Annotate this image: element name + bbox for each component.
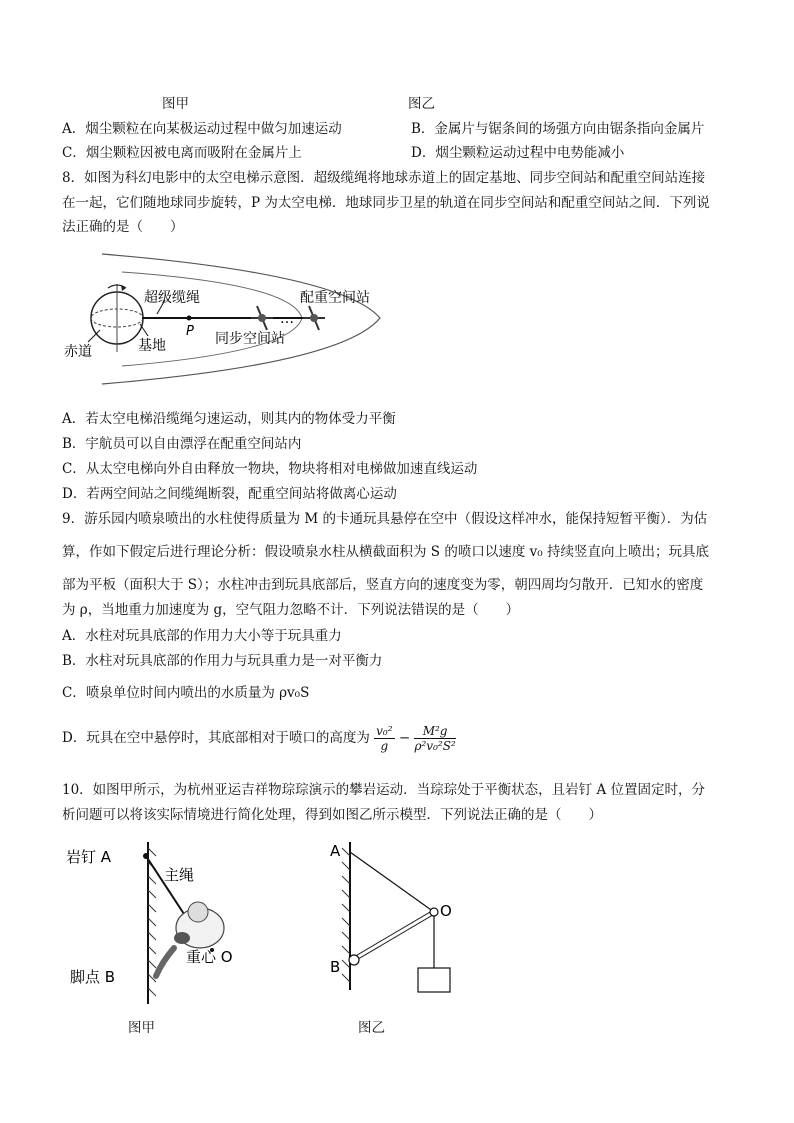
q9-option-d-frac2: $\frac{\text{M²g}}{\text{ρ²v₀²S²}}$ <box>414 724 456 753</box>
q9-option-d <box>62 724 456 753</box>
q8-stem-line-1: 8．如图为科幻电影中的太空电梯示意图．超级缆绳将地球赤道上的固定基地、同步空间站和配重空间站连接 <box>62 170 706 186</box>
q8-option-b: B．宇航员可以自由漂浮在配重空间站内 <box>62 436 302 452</box>
q9-stem-line-3: 部为平板（面积大于 S）；水柱冲击到玩具底部后，竖直方向的速度变为零，朝四周均匀散开．已知水的密度 <box>62 577 704 593</box>
label-counterweight: 配重空间站 <box>300 290 370 306</box>
q8-stem-line-3: 法正确的是（ ） <box>62 219 184 235</box>
q9-option-d-prefix: D．玩具在空中悬停时，其底部相对于喷口的高度为 <box>62 730 370 746</box>
label-base: 基地 <box>138 338 166 354</box>
label-cog: 重心 O <box>186 948 233 966</box>
caption-fig-yi: 图乙 <box>358 1020 385 1036</box>
label-p: P <box>186 324 194 339</box>
model-figure-yi <box>320 836 480 996</box>
q7-option-d: D．烟尘颗粒运动过程中电势能减小 <box>411 145 625 161</box>
q9-stem-line-2: 算，作如下假定后进行理论分析：假设喷泉水柱从横截面积为 S 的喷口以速度 v₀ 持续竖直向上喷出；玩具底 <box>62 544 709 560</box>
q9-option-d-minus: − <box>398 730 411 746</box>
q7-option-a: A．烟尘颗粒在向某极运动过程中做匀加速运动 <box>62 121 342 137</box>
q9-option-d-frac1: $\frac{\text{v₀²}}{g}$ <box>376 724 393 753</box>
caption-fig-jia-top: 图甲 <box>162 96 189 112</box>
q7-option-b: B．金属片与锯条间的场强方向由锯条指向金属片 <box>411 121 705 137</box>
main-rope-line <box>146 856 184 914</box>
label-dots: … <box>280 311 294 327</box>
label-o: O <box>440 902 452 920</box>
counterweight-station-icon <box>303 306 325 330</box>
caption-fig-jia: 图甲 <box>128 1020 155 1036</box>
space-elevator-figure <box>62 244 402 396</box>
elevator-p-dot <box>187 316 192 321</box>
q10-stem-line-2: 析问题可以将该实际情境进行简化处理，得到如图乙所示模型．下列说法正确的是（ ） <box>62 807 602 823</box>
hanging-block <box>418 968 450 992</box>
label-a: A <box>330 842 341 860</box>
q7-option-c: C．烟尘颗粒因被电离而吸附在金属片上 <box>62 145 302 161</box>
q8-stem-line-2: 在一起，它们随地球同步旋转，P 为太空电梯．地球同步卫星的轨道在同步空间站和配重空间站之间．下列说 <box>62 195 710 211</box>
caption-fig-yi-top: 图乙 <box>408 96 435 112</box>
hinge-b-icon <box>349 955 359 965</box>
q9-option-b: B．水柱对玩具底部的作用力与玩具重力是一对平衡力 <box>62 653 383 669</box>
q9-stem-line-1: 9．游乐园内喷泉喷出的水柱使得质量为 M 的卡通玩具悬停在空中（假设这样冲水，能保持短暂平衡）．为估 <box>62 511 708 527</box>
sync-station-icon <box>251 306 273 330</box>
q8-option-c: C．从太空电梯向外自由释放一物块，物块将相对电梯做加速直线运动 <box>62 461 478 477</box>
label-sync-station: 同步空间站 <box>215 331 285 347</box>
q9-stem-line-4: 为 ρ，当地重力加速度为 g，空气阻力忽略不计．下列说法错误的是（ ） <box>62 602 520 618</box>
q9-option-a: A．水柱对玩具底部的作用力大小等于玩具重力 <box>62 628 342 644</box>
label-foot: 脚点 B <box>70 968 116 986</box>
q9-option-c: C．喷泉单位时间内喷出的水质量为 ρv₀S <box>62 685 310 701</box>
climbing-figure-jia <box>62 836 282 1006</box>
q10-stem-line-1: 10．如图甲所示，为杭州亚运吉祥物琮琮演示的攀岩运动．当琮琮处于平衡状态，且岩钉 A 位置固定时，分 <box>62 782 706 798</box>
label-equator: 赤道 <box>64 344 92 360</box>
q8-option-d: D．若两空间站之间缆绳断裂，配重空间站将做离心运动 <box>62 486 397 502</box>
q8-option-a: A．若太空电梯沿缆绳匀速运动，则其内的物体受力平衡 <box>62 411 396 427</box>
label-rope: 主绳 <box>164 866 195 884</box>
joint-o-icon <box>430 908 438 916</box>
rope-ao <box>350 852 434 912</box>
label-b: B <box>330 958 341 976</box>
label-nail: 岩钉 A <box>66 848 112 866</box>
label-cable: 超级缆绳 <box>144 290 200 306</box>
